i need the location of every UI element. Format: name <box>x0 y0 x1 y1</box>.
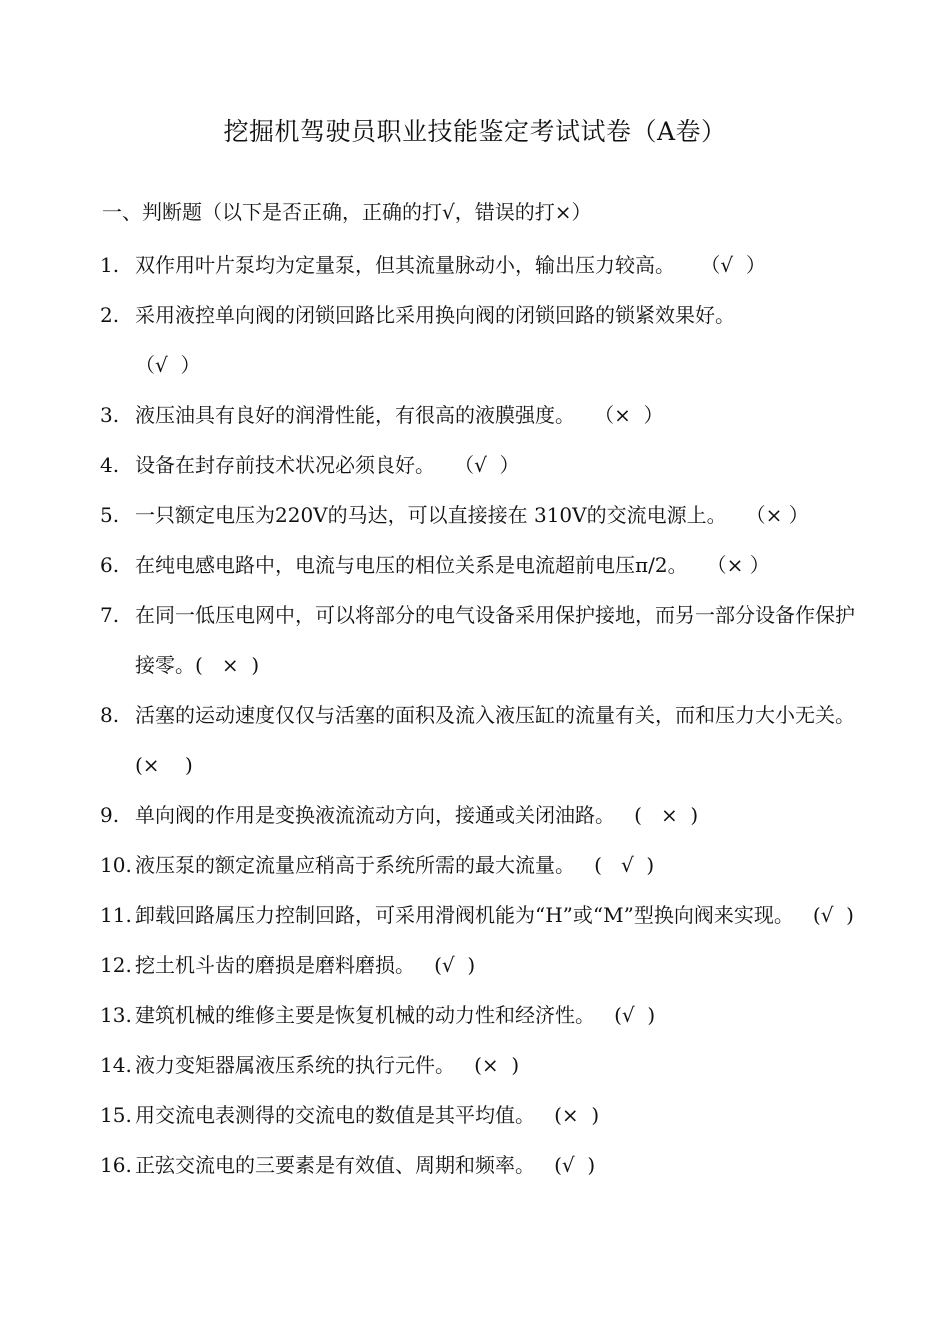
question-answer: (√ ) <box>595 1003 656 1027</box>
question-body <box>135 1040 855 1090</box>
question-answer: (√ ) <box>415 953 476 977</box>
question-item <box>100 940 855 990</box>
question-number: 7. <box>100 603 120 627</box>
question-item <box>100 1090 855 1140</box>
question-number: 11. <box>100 903 132 927</box>
question-text: 采用液控单向阀的闭锁回路比采用换向阀的闭锁回路的锁紧效果好。 <box>135 303 735 327</box>
question-body <box>135 940 855 990</box>
question-item <box>100 890 855 940</box>
question-item <box>100 240 855 290</box>
question-number: 12. <box>100 953 132 977</box>
question-answer: (√ ) <box>793 903 854 927</box>
question-item <box>100 1140 855 1190</box>
question-number: 16. <box>100 1153 132 1177</box>
document-title: 挖掘机驾驶员职业技能鉴定考试试卷（A卷） <box>223 117 727 146</box>
question-text: 正弦交流电的三要素是有效值、周期和频率。 <box>135 1153 535 1177</box>
question-text: 在同一低压电网中，可以将部分的电气设备采用保护接地，而另一部分设备作保护接零。 <box>135 603 855 677</box>
question-number: 15. <box>100 1103 132 1127</box>
question-item <box>100 540 855 590</box>
question-number: 5. <box>100 503 120 527</box>
question-answer: ( × ) <box>195 653 260 677</box>
question-answer: (× ) <box>135 753 193 777</box>
question-number: 10. <box>100 853 132 877</box>
question-answer: （× ） <box>575 403 664 427</box>
question-item <box>100 790 855 840</box>
question-body <box>135 840 855 890</box>
question-number: 3. <box>100 403 120 427</box>
question-text: 液压泵的额定流量应稍高于系统所需的最大流量。 <box>135 853 575 877</box>
question-body <box>135 790 855 840</box>
question-text: 卸载回路属压力控制回路，可采用滑阀机能为“H”或“M”型换向阀来实现。 <box>135 903 794 927</box>
question-body <box>135 590 855 690</box>
question-list <box>100 240 855 1190</box>
question-number: 8. <box>100 703 120 727</box>
question-body <box>135 540 855 590</box>
question-answer: （× ） <box>726 503 809 527</box>
question-item <box>100 990 855 1040</box>
question-text: 单向阀的作用是变换液流流动方向，接通或关闭油路。 <box>135 803 615 827</box>
question-answer: ( √ ) <box>575 853 655 877</box>
question-item <box>100 690 855 790</box>
question-text: 双作用叶片泵均为定量泵，但其流量脉动小，输出压力较高。 <box>135 253 675 277</box>
question-body <box>135 1140 855 1190</box>
question-body <box>135 390 855 440</box>
question-item <box>100 1040 855 1090</box>
question-body <box>135 240 855 290</box>
question-answer: ( × ) <box>615 803 699 827</box>
question-number: 1. <box>100 253 120 277</box>
question-item <box>100 590 855 690</box>
question-number: 6. <box>100 553 120 577</box>
question-text: 挖土机斗齿的磨损是磨料磨损。 <box>135 953 415 977</box>
question-text: 设备在封存前技术状况必须良好。 <box>135 453 435 477</box>
question-number: 4. <box>100 453 120 477</box>
question-text: 建筑机械的维修主要是恢复机械的动力性和经济性。 <box>135 1003 595 1027</box>
question-body <box>135 440 855 490</box>
question-answer: （√ ） <box>675 253 766 277</box>
question-item <box>100 290 855 390</box>
question-answer: （× ） <box>687 553 770 577</box>
question-text: 在纯电感电路中，电流与电压的相位关系是电流超前电压π/2。 <box>135 553 688 577</box>
question-text: 活塞的运动速度仅仅与活塞的面积及流入液压缸的流量有关，而和压力大小无关。 <box>135 703 855 727</box>
question-answer: （√ ） <box>435 453 520 477</box>
question-text: 一只额定电压为220V的马达，可以直接接在 310V的交流电源上。 <box>135 503 727 527</box>
question-item <box>100 390 855 440</box>
question-item <box>100 840 855 890</box>
question-body <box>135 1090 855 1140</box>
question-item <box>100 440 855 490</box>
question-text: 液力变矩器属液压系统的执行元件。 <box>135 1053 455 1077</box>
question-number: 14. <box>100 1053 132 1077</box>
question-answer: （√ ） <box>135 353 201 377</box>
question-body <box>135 990 855 1040</box>
question-answer: (× ) <box>455 1053 520 1077</box>
section-heading: 一、判断题（以下是否正确，正确的打√，错误的打×） <box>102 200 592 224</box>
question-number: 13. <box>100 1003 132 1027</box>
question-answer: (√ ) <box>535 1153 596 1177</box>
question-body <box>135 490 855 540</box>
question-text: 液压油具有良好的润滑性能，有很高的液膜强度。 <box>135 403 575 427</box>
question-number: 9. <box>100 803 120 827</box>
question-body <box>135 690 855 790</box>
question-number: 2. <box>100 303 120 327</box>
question-body <box>135 890 855 940</box>
question-body <box>135 290 855 390</box>
question-text: 用交流电表测得的交流电的数值是其平均值。 <box>135 1103 535 1127</box>
question-item <box>100 490 855 540</box>
question-answer: (× ) <box>535 1103 600 1127</box>
